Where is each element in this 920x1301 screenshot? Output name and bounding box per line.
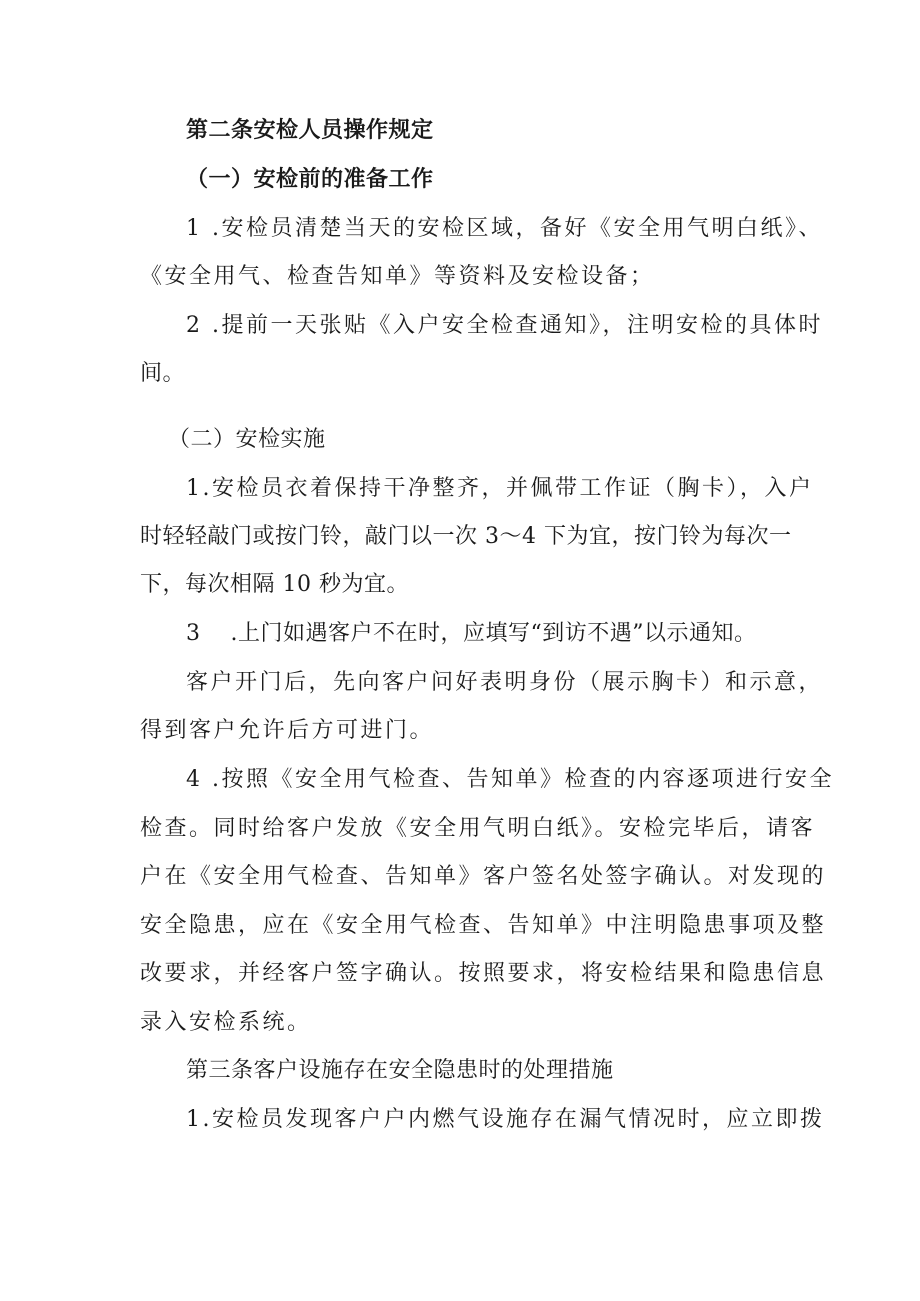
paragraph-line: 2 .提前一天张贴《入户安全检查通知》，注明安检的具体时 <box>186 313 823 338</box>
paragraph-line: 4 .按照《安全用气检查、告知单》检查的内容逐项进行安全 <box>186 767 834 792</box>
section-2-heading: （二）安检实施 <box>168 427 326 452</box>
paragraph-line: 客户开门后，先向客户问好表明身份（展示胸卡）和示意， <box>186 670 824 695</box>
paragraph-line: 间。 <box>140 361 186 386</box>
paragraph-line: 3 .上门如遇客户不在时，应填写“到访不遇”以示通知。 <box>186 621 757 646</box>
paragraph-line: 改要求，并经客户签字确认。按照要求，将安检结果和隐患信息 <box>140 961 827 986</box>
paragraph-line: 1.安检员衣着保持干净整齐，并佩带工作证（胸卡），入户 <box>186 476 814 501</box>
article-2-heading: 第二条安检人员操作规定 <box>186 118 434 143</box>
paragraph-line: 户在《安全用气检查、告知单》客户签名处签字确认。对发现的 <box>140 864 827 889</box>
paragraph-line: 《安全用气、检查告知单》等资料及安检设备； <box>140 264 655 289</box>
paragraph-line: 下，每次相隔 10 秒为宜。 <box>140 572 409 597</box>
section-1-heading: （一）安检前的准备工作 <box>186 167 434 192</box>
article-3-heading: 第三条客户设施存在安全隐患时的处理措施 <box>186 1058 614 1083</box>
paragraph-line: 检查。同时给客户发放《安全用气明白纸》。安检完毕后，请客 <box>140 816 816 841</box>
paragraph-line: 安全隐患，应在《安全用气检查、告知单》中注明隐患事项及整 <box>140 913 827 938</box>
paragraph-line: 1 .安检员清楚当天的安检区域，备好《安全用气明白纸》、 <box>186 216 823 241</box>
paragraph-line: 得到客户允许后方可进门。 <box>140 718 435 743</box>
paragraph-line: 时轻轻敲门或按门铃，敲门以一次 3～4 下为宜，按门铃为每次一 <box>140 524 792 549</box>
paragraph-line: 1.安检员发现客户户内燃气设施存在漏气情况时，应立即拨 <box>186 1107 825 1132</box>
paragraph-line: 录入安检系统。 <box>140 1010 312 1035</box>
